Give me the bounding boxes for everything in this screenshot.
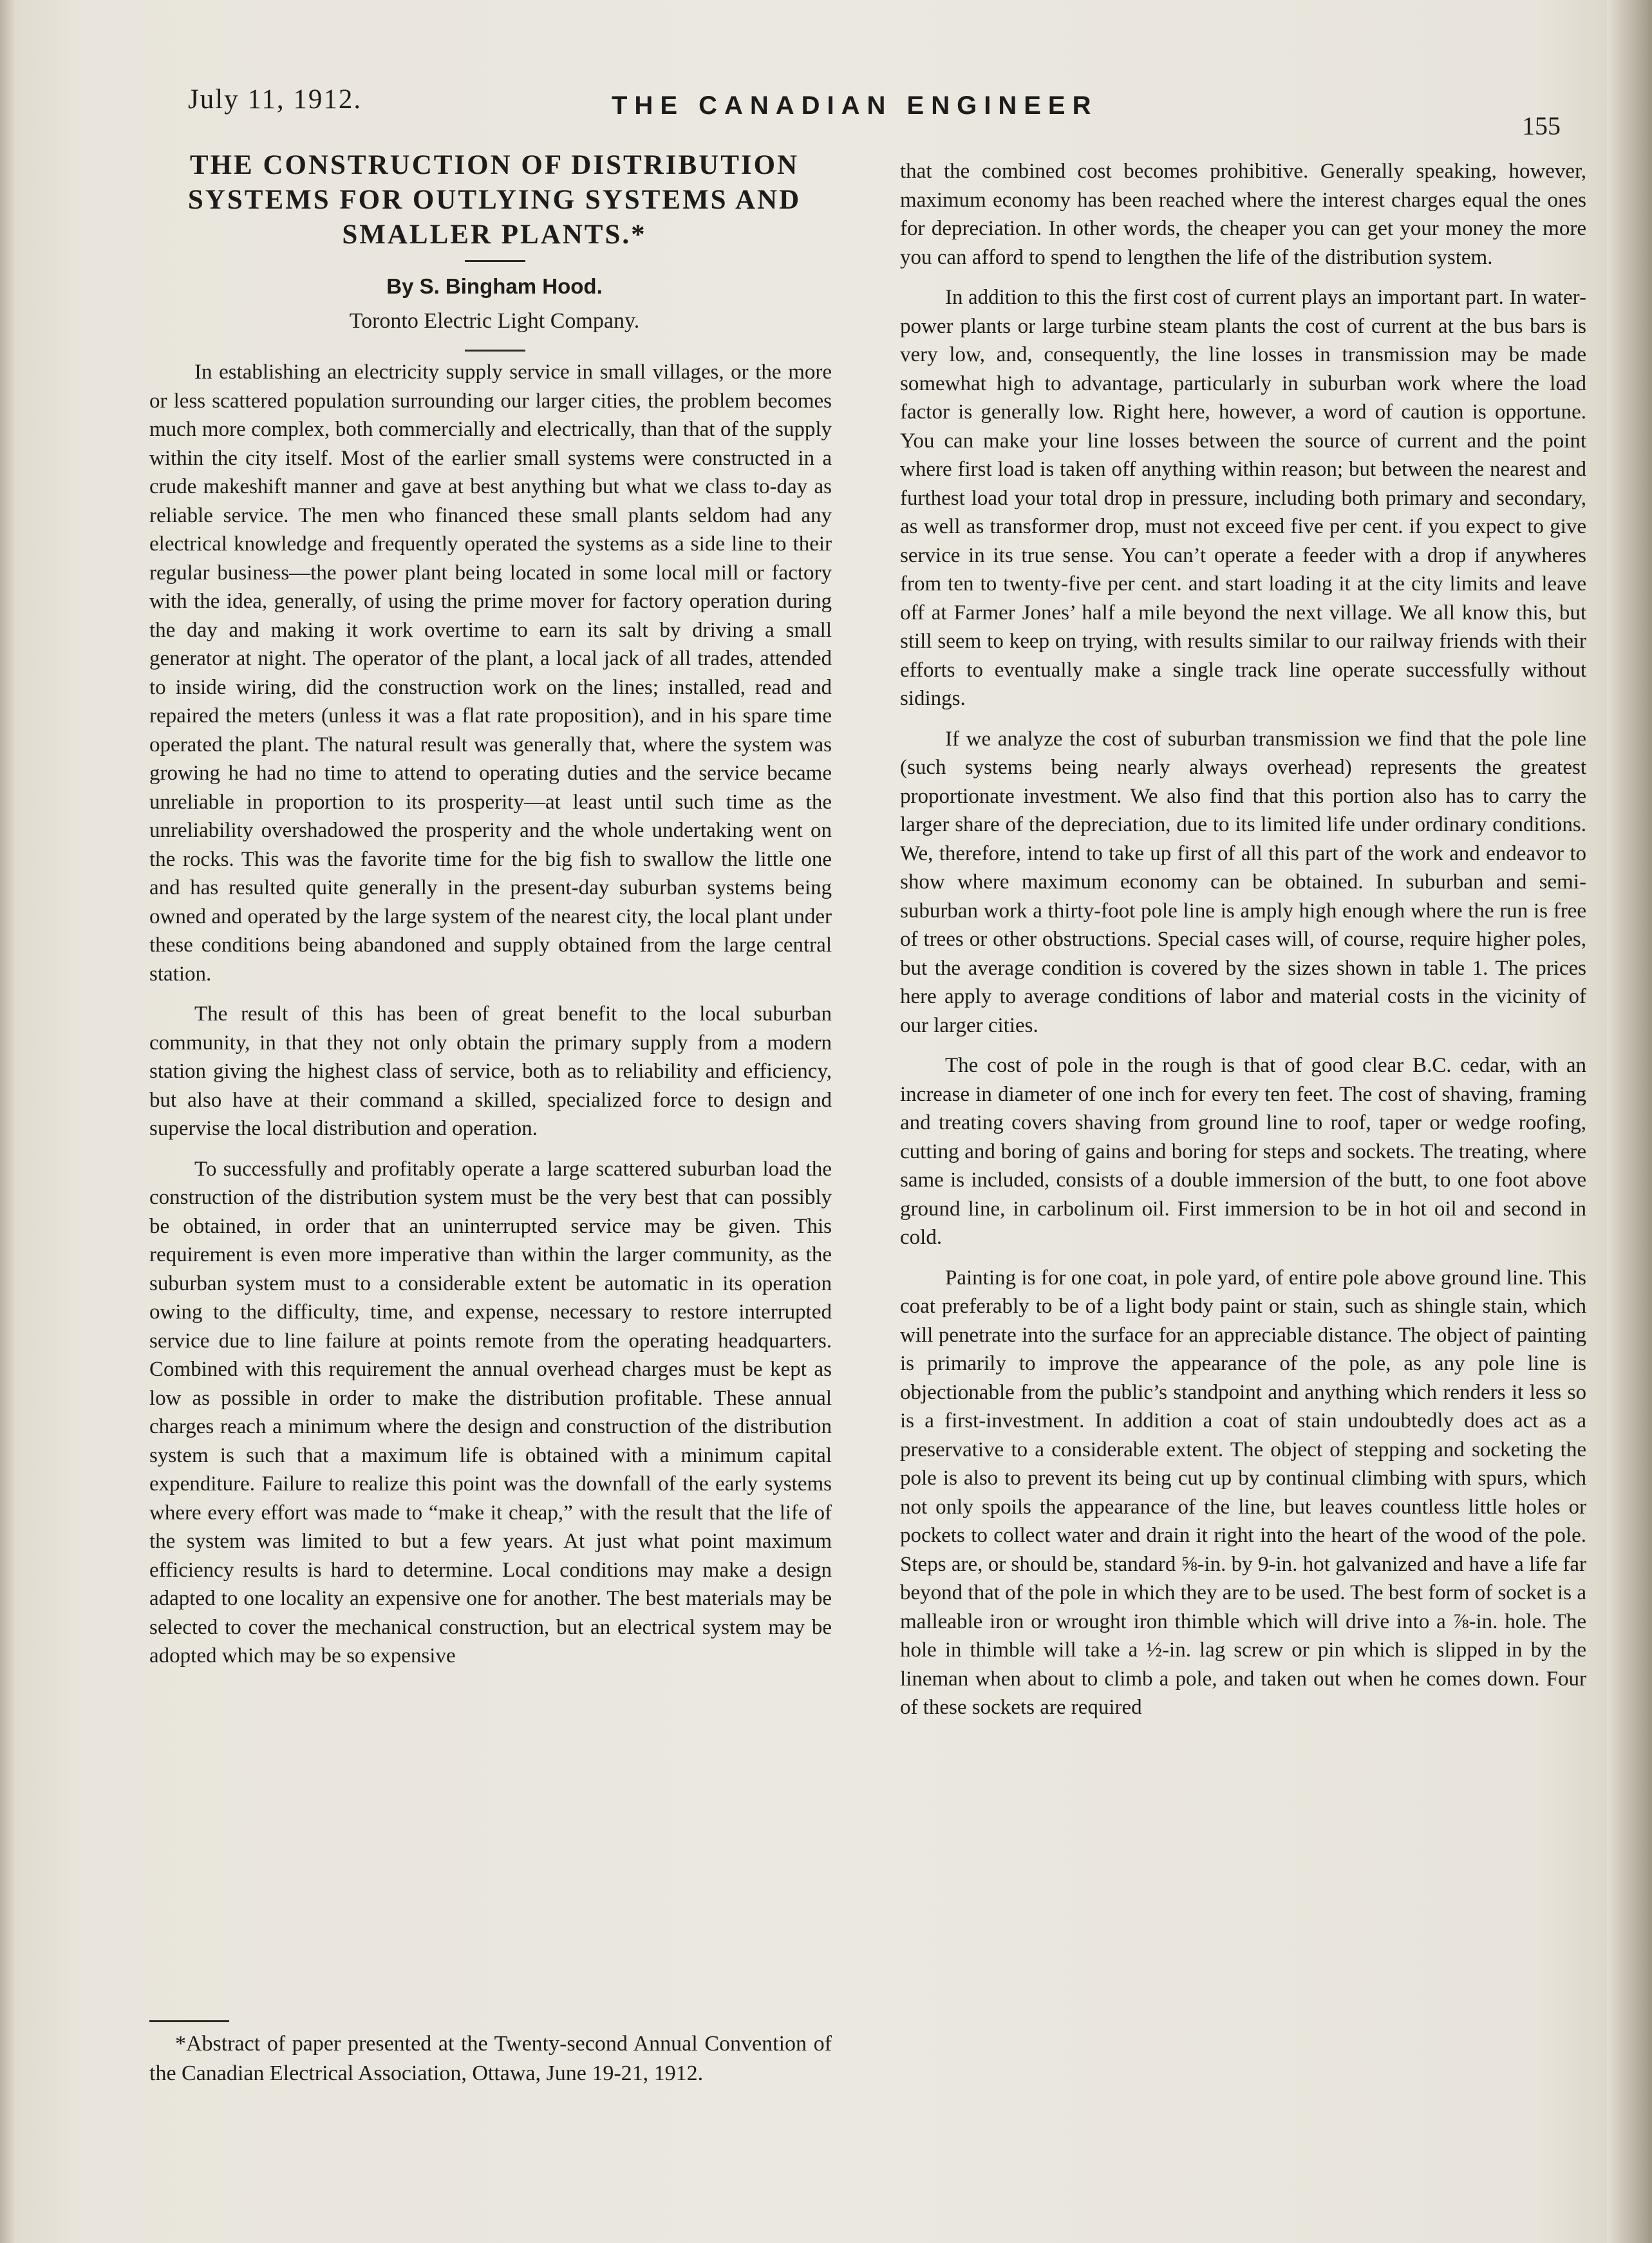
page-number: 155 xyxy=(1522,111,1561,140)
paragraph: The result of this has been of great benefit to the local suburban community, in that they not only obtain the primary supply from a modern station giving the highest class of service, both as to reliability and efficiency, but also have at their command a skilled, specialized force to design and supervise the local distribution and operation. xyxy=(149,1002,832,1140)
article-title: THE CONSTRUCTION OF DISTRIBUTION SYSTEMS FOR OUTLYING SYSTEMS AND SMALLER PLANTS.* xyxy=(187,150,802,250)
author-affiliation: Toronto Electric Light Company. xyxy=(349,309,640,333)
issue-date: July 11, 1912. xyxy=(188,84,362,115)
paragraph: In addition to this the first cost of current plays an important part. In water-power plants or large turbine steam plants the cost of current at the bus bars is very low, and, consequently, the line losses in transmission may be made somewhat high to advantage, particularly in suburban work where the load factor is generally low. Right here, however, a word of caution is opportune. You can make your line losses between the source of current and the point where first load is taken off anything within reason; but between the nearest and furthest load your total drop in pressure, including both primary and secondary, as well as transformer drop, must not exceed five per cent. if you expect to give service in its true sense. You can’t operate a feeder with a drop if anywheres from ten to twenty-five per cent. and start loading it at the city limits and leave off at Farmer Jones’ half a mile beyond the next village. We all know this, but still seem to keep on trying, with results similar to our railway friends with their efforts to eventually make a single track line operate successfully without sidings. xyxy=(900,286,1586,710)
footnote xyxy=(149,2029,832,2088)
page-binding-shadow xyxy=(0,0,14,2243)
page-edge-shadow xyxy=(1607,0,1652,2243)
paragraph: To successfully and profitably operate a large scattered suburban load the construction of the distribution system must be the very best that can possibly be obtained, in order that an uninterrupted service may be given. This requirement is even more imperative than within the larger community, as the suburban system must to a considerable extent be automatic in its operation owing to the difficulty, time, and expense, necessary to restore interrupted service due to line failure at points remote from the operating headquarters. Combined with this requirement the annual overhead charges must be kept as low as possible in order to make the distribution profitable. These annual charges reach a minimum where the design and construction of the distribution system is such that a maximum life is obtained with a minimum capital expenditure. Failure to realize this point was the downfall of the early systems where every effort was made to “make it cheap,” with the result that the life of the system was limited to but a few years. At just what point maximum efficiency results is hard to determine. Local conditions may make a design adapted to one locality an expensive one for another. The best materials may be selected to cover the mechanical construction, but an electrical system may be adopted which may be so expensive xyxy=(149,1157,832,1667)
paragraph: If we analyze the cost of suburban transmission we find that the pole line (such systems being nearly always overhead) represents the greatest proportionate investment. We also find that this portion also has to carry the larger share of the depreciation, due to its limited life under ordinary conditions. We, therefore, intend to take up first of all this part of the work and endeavor to show where maximum economy can be obtained. In suburban and semi-suburban work a thirty-foot pole line is amply high enough where the run is free of trees or other obstructions. Special cases will, of course, require higher poles, but the average condition is covered by the sizes shown in table 1. The prices here apply to average conditions of labor and material costs in the vicinity of our larger cities. xyxy=(900,727,1586,1037)
left-column xyxy=(149,358,832,1671)
article-author: By S. Bingham Hood. xyxy=(386,274,603,298)
byline-divider xyxy=(465,350,525,352)
footnote-divider xyxy=(149,2020,229,2022)
title-divider xyxy=(465,260,525,262)
journal-title: THE CANADIAN ENGINEER xyxy=(612,91,1098,120)
footnote-text: *Abstract of paper presented at the Twenty-second Annual Convention of the Canadian Electrical Association, Ottawa, June 19-21, 1912. xyxy=(149,2032,832,2085)
paragraph: Painting is for one coat, in pole yard, of entire pole above ground line. This coat preferably to be of a light body paint or stain, such as shingle stain, which will penetrate into the surface for an appreciable distance. The object of painting is primarily to improve the appearance of the pole, as any pole line is objectionable from the public’s standpoint and anything which renders it less so is a first-investment. In addition a coat of stain undoubtedly does act as a preservative to a considerable extent. The object of stepping and socketing the pole is also to prevent its being cut up by continual climbing with spurs, which not only spoils the appearance of the line, but leaves countless little holes or pockets to collect water and drain it right into the heart of the wood of the pole. Steps are, or should be, standard ⅝-in. by 9-in. hot galvanized and have a life far beyond that of the pole in which they are to be used. The best form of socket is a malleable iron or wrought iron thimble which will drive into a ⅞-in. hole. The hole in thimble will take a ½-in. lag screw or pin which is slipped in by the lineman when about to climb a pole, and taken out when he comes down. Four of these sockets are required xyxy=(900,1266,1586,1719)
paragraph: The cost of pole in the rough is that of good clear B.C. cedar, with an increase in diameter of one inch for every ten feet. The cost of shaving, framing and treating covers shaving from ground line to roof, taper or wedge roofing, cutting and boring of gains and boring for steps and sockets. The treating, where same is included, consists of a double immersion of the butt, to one foot above ground line, in carbolinum oil. First immersion to be in hot oil and second in cold. xyxy=(900,1054,1586,1249)
paragraph: In establishing an electricity supply service in small villages, or the more or less scattered population surrounding our larger cities, the problem becomes much more complex, both commercially and electrically, than that of the supply within the city itself. Most of the earlier small systems were constructed in a crude makeshift manner and gave at best anything but what we class to-day as reliable service. The men who financed these small plants seldom had any electrical knowledge and frequently operated the systems as a side line to their regular business—the power plant being located in some local mill or factory with the idea, generally, of using the prime mover for factory operation during the day and making it work overtime to earn its salt by driving a small generator at night. The operator of the plant, a local jack of all trades, attended to inside wiring, did the construction work on the lines; installed, read and repaired the meters (unless it was a flat rate proposition), and in his spare time operated the plant. The natural result was generally that, where the system was growing he had no time to attend to operating duties and the service became unreliable in proportion to its prosperity—at least until such time as the unreliability overshadowed the prosperity and the whole undertaking went on the rocks. This was the favorite time for the big fish to swallow the little one and has resulted quite generally in the present-day suburban systems being owned and operated by the large system of the nearest city, the local plant under these conditions being abandoned and supply obtained from the large central station. xyxy=(149,361,832,986)
right-column xyxy=(900,157,1586,1722)
paragraph: that the combined cost becomes prohibitive. Generally speaking, however, maximum economy has been reached where the interest charges equal the ones for depreciation. In other words, the cheaper you can get your money the more you can afford to spend to lengthen the life of the distribution system. xyxy=(900,160,1586,269)
